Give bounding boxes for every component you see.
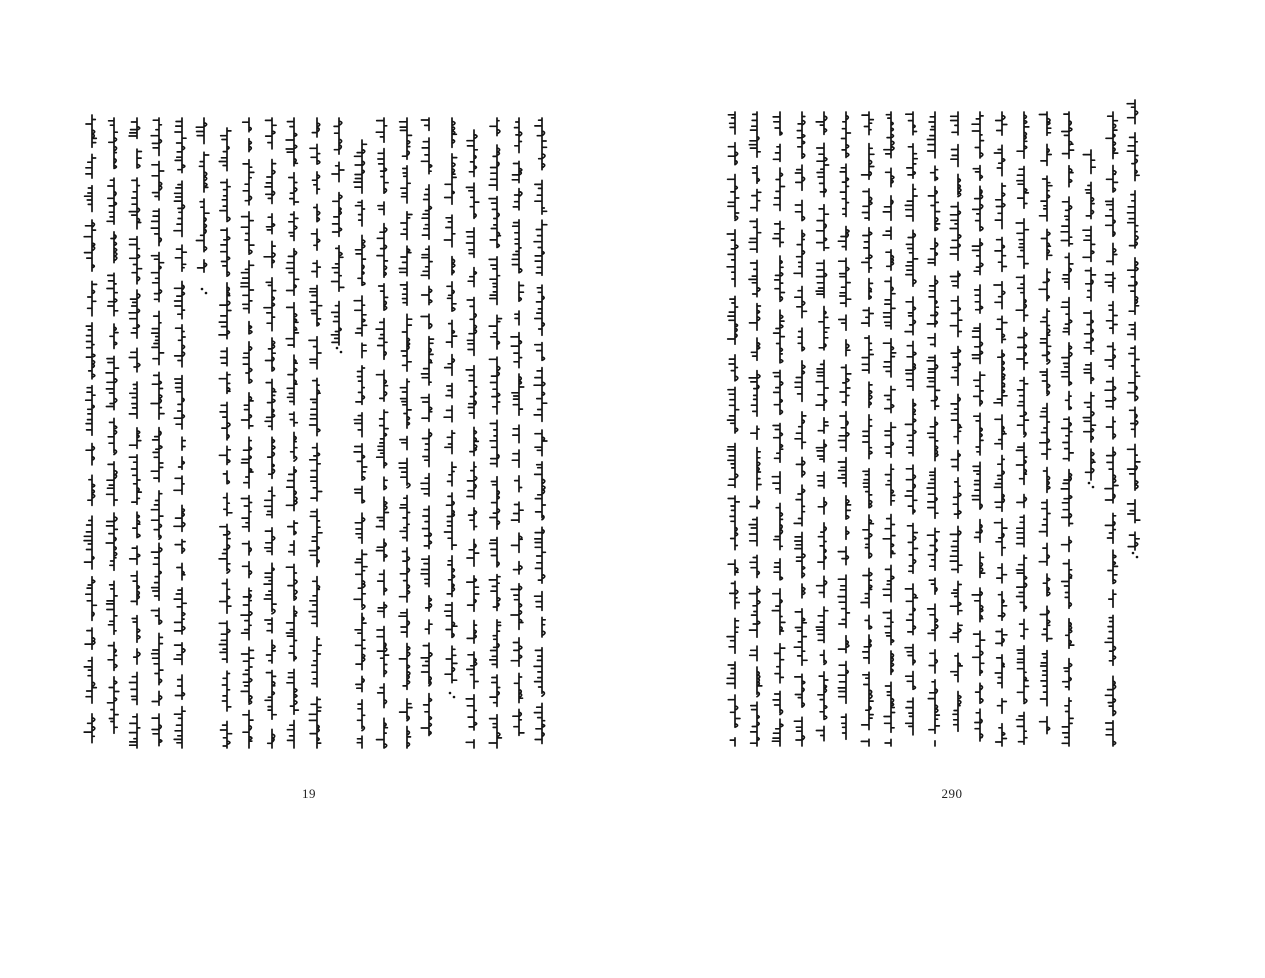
text-column-glyphs <box>219 128 232 748</box>
text-column <box>972 112 985 741</box>
text-column-glyphs <box>331 118 344 345</box>
full-stop-mark <box>340 351 343 354</box>
text-column <box>772 112 785 746</box>
text-column-glyphs <box>174 118 186 748</box>
text-column-glyphs <box>84 115 97 743</box>
text-column <box>927 112 940 746</box>
text-column <box>264 118 276 748</box>
text-column-glyphs <box>794 112 807 746</box>
text-column <box>838 112 851 739</box>
text-column-glyphs <box>927 112 940 746</box>
text-column-glyphs <box>1061 112 1074 746</box>
text-column-glyphs <box>106 118 119 733</box>
text-column <box>749 112 762 746</box>
left-page-number: 19 <box>302 786 316 801</box>
text-column <box>376 118 389 748</box>
text-column <box>950 112 962 731</box>
text-column-glyphs <box>399 118 412 748</box>
right-page-script-columns <box>715 88 1150 760</box>
text-column-glyphs <box>905 112 918 735</box>
text-column <box>1105 112 1118 746</box>
text-column <box>466 130 479 748</box>
left-page-text-block <box>78 95 558 760</box>
text-column-glyphs <box>1016 112 1029 744</box>
right-page-number: 290 <box>941 786 963 801</box>
text-column-glyphs <box>727 112 740 746</box>
text-column <box>399 118 412 748</box>
full-stop-mark <box>205 292 208 295</box>
text-column-glyphs <box>309 118 322 748</box>
text-column-glyphs <box>241 118 254 748</box>
text-column <box>1127 100 1140 558</box>
text-column <box>196 118 209 294</box>
text-column-glyphs <box>466 130 479 748</box>
text-column <box>1061 112 1074 746</box>
text-column <box>331 118 344 353</box>
text-column-glyphs <box>1039 112 1052 734</box>
right-page-text-block <box>715 88 1150 760</box>
text-column <box>1039 112 1052 734</box>
text-column-glyphs <box>950 112 962 731</box>
text-column-glyphs <box>1083 150 1096 480</box>
full-stop-mark <box>1088 482 1091 485</box>
text-column <box>1016 112 1029 744</box>
text-column <box>905 112 918 735</box>
text-column <box>286 118 299 748</box>
text-column-glyphs <box>816 112 829 741</box>
text-column <box>241 118 254 748</box>
text-column-glyphs <box>994 112 1007 746</box>
text-column-glyphs <box>883 112 896 746</box>
left-page-script-columns <box>78 95 558 760</box>
text-column <box>309 118 322 748</box>
text-column-glyphs <box>129 118 142 748</box>
full-stop-mark <box>449 692 452 695</box>
text-column-glyphs <box>151 118 164 746</box>
text-column-glyphs <box>972 112 985 741</box>
text-column <box>219 128 232 748</box>
full-stop-mark <box>453 696 456 699</box>
text-column-glyphs <box>489 118 501 748</box>
left-page <box>0 0 632 978</box>
text-column <box>883 112 896 746</box>
text-column <box>151 118 164 746</box>
text-column <box>1083 150 1096 488</box>
text-column <box>354 140 367 748</box>
text-column-glyphs <box>1105 112 1118 746</box>
text-column-glyphs <box>749 112 762 746</box>
text-column <box>861 112 874 746</box>
text-column-glyphs <box>376 118 389 748</box>
full-stop-mark <box>1132 552 1135 555</box>
text-column <box>727 112 740 746</box>
full-stop-mark <box>336 347 339 350</box>
text-column <box>84 115 97 743</box>
text-column-glyphs <box>1127 100 1140 550</box>
text-column <box>511 118 524 735</box>
text-column-glyphs <box>264 118 276 748</box>
full-stop-mark <box>1092 486 1095 489</box>
text-column <box>794 112 807 746</box>
text-column-glyphs <box>838 112 851 739</box>
text-column <box>816 112 829 741</box>
text-column-glyphs <box>196 118 209 272</box>
text-column <box>444 118 457 698</box>
text-column <box>129 118 142 748</box>
text-column-glyphs <box>772 112 785 746</box>
text-column-glyphs <box>286 118 299 748</box>
text-column <box>534 118 547 744</box>
text-column <box>489 118 501 748</box>
full-stop-mark <box>201 288 204 291</box>
text-column-glyphs <box>861 112 874 746</box>
text-column <box>174 118 186 748</box>
text-column-glyphs <box>511 118 524 735</box>
text-column <box>106 118 119 733</box>
text-column <box>421 118 434 736</box>
text-column-glyphs <box>534 118 547 744</box>
text-column-glyphs <box>421 118 434 736</box>
right-page <box>632 0 1265 978</box>
full-stop-mark <box>1136 556 1139 559</box>
text-column-glyphs <box>444 118 457 683</box>
text-column-glyphs <box>354 140 367 748</box>
text-column <box>994 112 1007 746</box>
